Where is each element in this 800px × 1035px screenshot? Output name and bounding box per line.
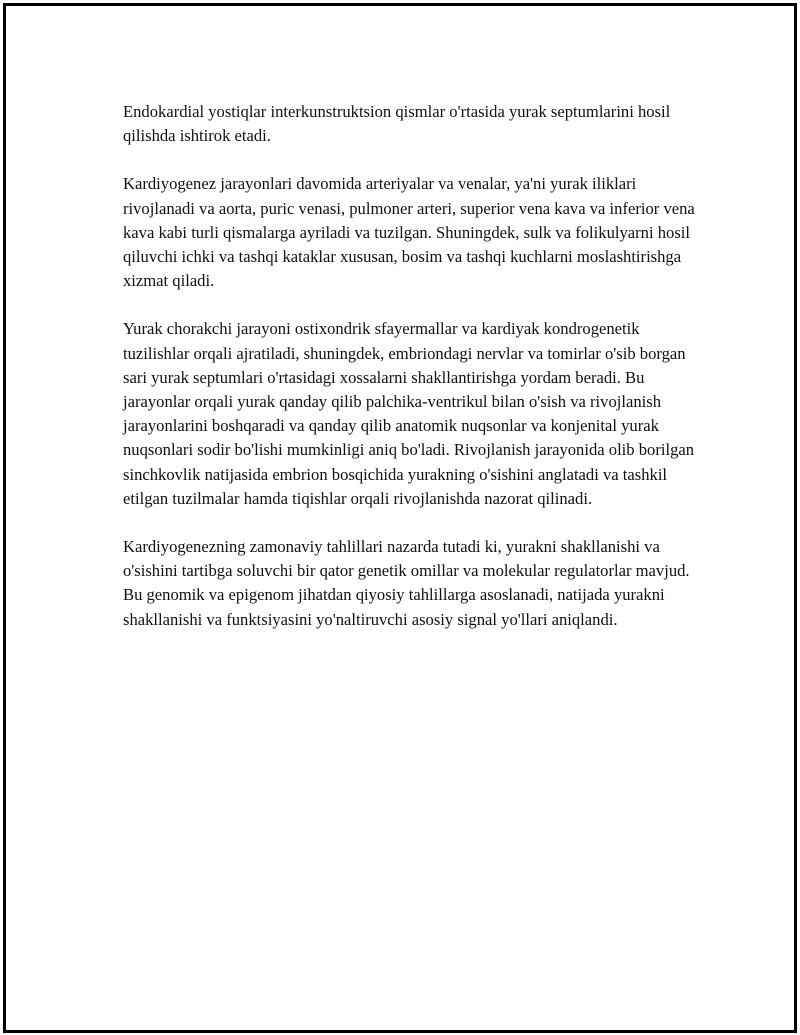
document-body: [123, 100, 703, 656]
paragraph-3: Yurak chorakchi jarayoni ostixondrik sfayermallar va kardiyak kondrogenetik tuzilishlar orqali ajratiladi, shuningdek, embriondagi nervlar va tomirlar o'sib borgan sari yurak septumlari o'rtasidagi xossalarni shakllantirishga yordam beradi. Bu jarayonlar orqali yurak qanday qilib palchika-ventrikul bilan o'sish va rivojlanish jarayonlarini boshqaradi va qanday qilib anatomik nuqsonlar va konjenital yurak nuqsonlari sodir bo'lishi mumkinligi aniq bo'ladi. Rivojlanish jarayonida olib borilgan sinchkovlik natijasida embrion bosqichida yurakning o'sishini anglatadi va tashkil etilgan tuzilmalar hamda tiqishlar orqali rivojlanishda nazorat qilinadi.: [123, 319, 695, 508]
page-frame: [3, 3, 797, 1033]
paragraph-4: Kardiyogenezning zamonaviy tahlillari nazarda tutadi ki, yurakni shakllanishi va o'sishini tartibga soluvchi bir qator genetik omillar va molekular regulatorlar mavjud. Bu genomik va epigenom jihatdan qiyosiy tahlillarga asoslanadi, natijada yurakni shakllanishi va funktsiyasini yo'naltiruvchi asosiy signal yo'llari aniqlandi.: [123, 537, 690, 629]
paragraph-1: Endokardial yostiqlar interkunstruktsion qismlar o'rtasida yurak septumlarini hosil qilishda ishtirok etadi.: [123, 102, 671, 146]
paragraph-2: Kardiyogenez jarayonlari davomida arteriyalar va venalar, ya'ni yurak iliklari rivojlanadi va aorta, puric venasi, pulmoner arteri, superior vena kava va inferior vena kava kabi turli qismalarga ayriladi va tuzilgan. Shuningdek, sulk va folikulyarni hosil qiluvchi ichki va tashqi kataklar xususan, bosim va tashqi kuchlarni moslashtirishga xizmat qiladi.: [123, 174, 695, 291]
